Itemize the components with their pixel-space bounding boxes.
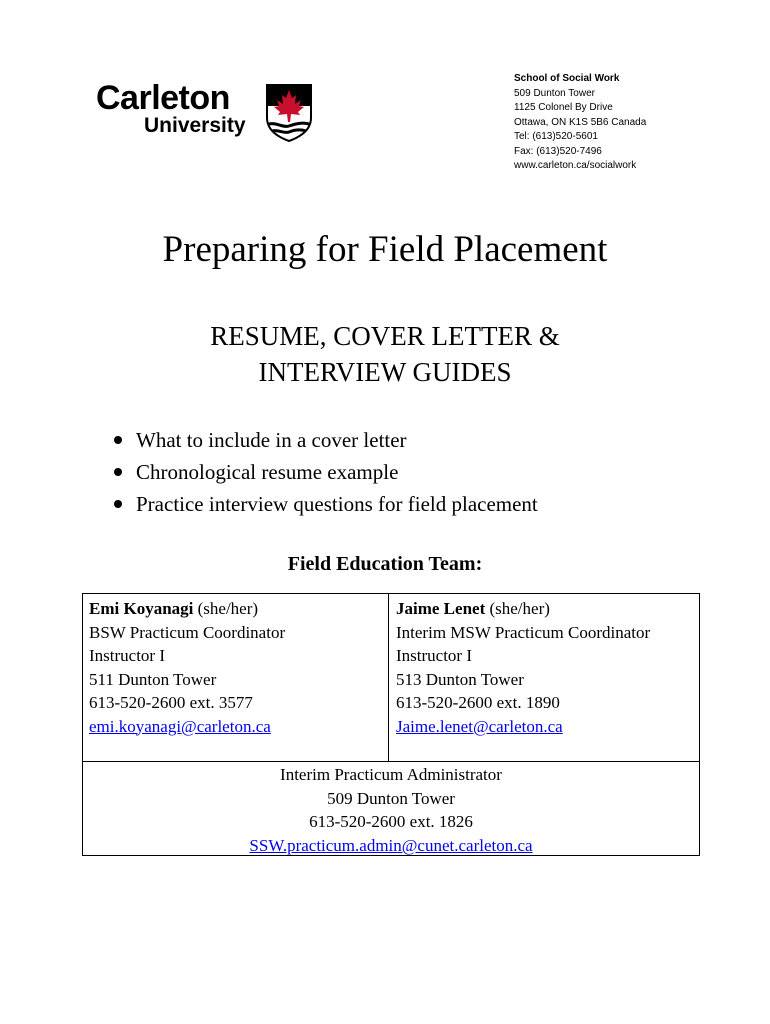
contact-phone: 613-520-2600 ext. 1890 — [396, 693, 560, 712]
contact-name-line — [396, 597, 699, 621]
address-telephone: Tel: (613)520-5601 — [514, 131, 598, 142]
contact-name: Emi Koyanagi — [89, 599, 194, 618]
school-address-block — [514, 72, 646, 174]
address-fax: Fax: (613)520-7496 — [514, 145, 602, 157]
contact-office: 509 Dunton Tower — [327, 788, 455, 808]
bullet-dot-icon — [114, 468, 122, 476]
team-heading: Field Education Team: — [287, 553, 483, 575]
contact-phone: 613-520-2600 ext. 1826 — [309, 812, 473, 831]
list-item — [110, 456, 538, 488]
carleton-university-logo — [96, 80, 322, 146]
contact-pronouns: (she/her) — [485, 599, 550, 618]
list-item-text: Practice interview questions for field placement — [136, 492, 538, 516]
contact-name-line — [89, 597, 388, 621]
contact-office: 513 Dunton Tower — [396, 669, 524, 689]
contact-name: Jaime Lenet — [396, 599, 486, 618]
contact-email-line — [396, 715, 699, 739]
subtitle-line-1: RESUME, COVER LETTER & — [210, 321, 560, 351]
address-line-street: 1125 Colonel By Drive — [514, 102, 613, 113]
bullet-dot-icon — [114, 500, 122, 508]
contact-pronouns: (she/her) — [193, 599, 259, 618]
address-line-building: 509 Dunton Tower — [514, 87, 595, 99]
bullet-dot-icon — [114, 436, 122, 444]
contact-cell-bsw-coordinator — [83, 594, 389, 761]
contact-role: BSW Practicum Coordinator — [89, 622, 286, 642]
contact-email-line — [89, 715, 388, 739]
address-website: www.carleton.ca/socialwork — [514, 160, 637, 171]
list-item-text: What to include in a cover letter — [136, 428, 407, 452]
logo-wordmark-university: University — [144, 114, 246, 137]
subtitle-line-2: INTERVIEW GUIDES — [258, 357, 512, 387]
maple-leaf-shield-icon — [266, 84, 312, 142]
logo-wordmark-carleton: Carleton — [96, 79, 230, 117]
page-title: Preparing for Field Placement — [162, 229, 608, 270]
list-item — [110, 488, 538, 520]
page-subtitle — [0, 318, 770, 390]
contact-email-line — [83, 834, 699, 858]
contact-email-link[interactable]: SSW.practicum.admin@cunet.carleton.ca — [249, 835, 533, 855]
field-education-team-table — [82, 593, 700, 856]
contact-role: Interim MSW Practicum Coordinator — [396, 622, 651, 642]
contact-cell-msw-coordinator — [389, 594, 699, 761]
list-item-text: Chronological resume example — [136, 460, 399, 484]
school-name: School of Social Work — [514, 73, 620, 84]
list-item — [110, 424, 538, 456]
contact-email-link[interactable]: emi.koyanagi@carleton.ca — [89, 716, 271, 736]
address-line-city: Ottawa, ON K1S 5B6 Canada — [514, 116, 647, 128]
contact-phone: 613-520-2600 ext. 3577 — [89, 693, 253, 712]
contact-rank: Instructor I — [89, 646, 166, 665]
contact-rank: Instructor I — [396, 646, 473, 665]
contact-email-link[interactable]: Jaime.lenet@carleton.ca — [396, 716, 563, 736]
contact-role: Interim Practicum Administrator — [280, 765, 502, 784]
contact-cell-practicum-administrator — [83, 761, 699, 855]
contact-office: 511 Dunton Tower — [89, 669, 217, 689]
contents-bullet-list — [110, 424, 538, 520]
